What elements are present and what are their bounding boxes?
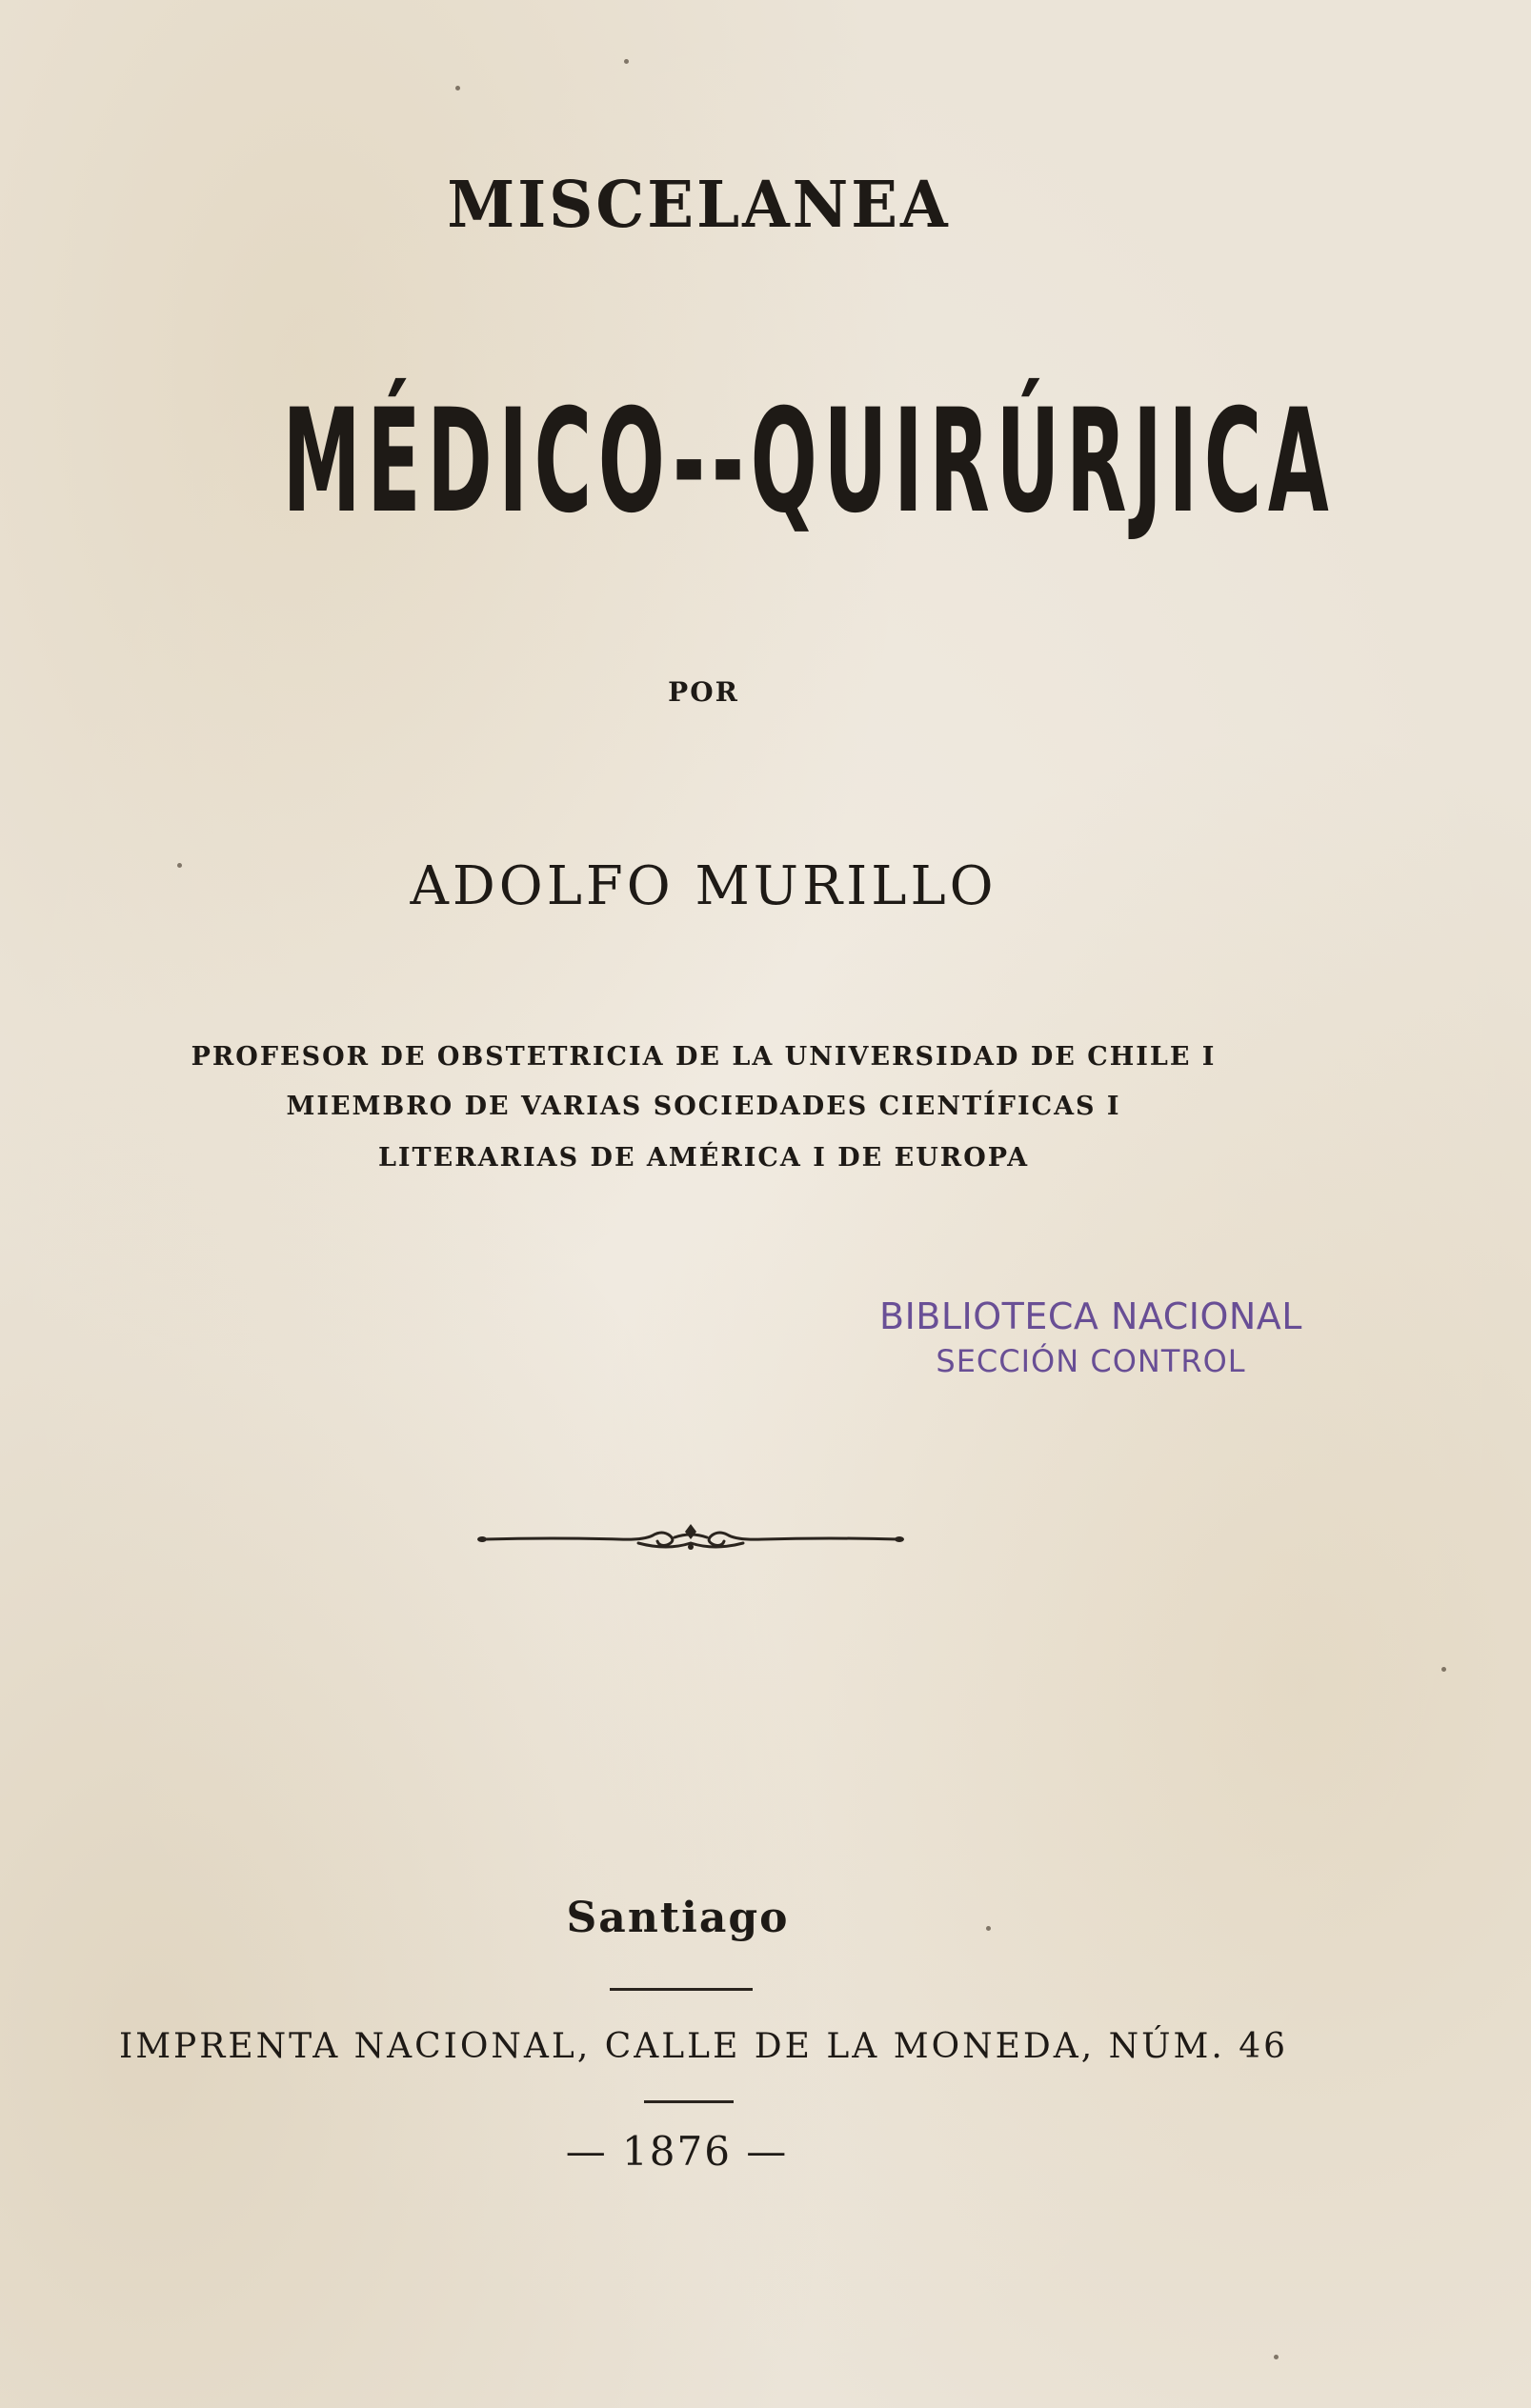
byline-por: POR [668,676,739,708]
paper-speck [1441,1667,1446,1672]
stamp-line-2: SECCIÓN CONTROL [936,1343,1246,1379]
library-stamp [862,1295,1319,1379]
paper-speck [455,86,460,90]
imprint-printer: IMPRENTA NACIONAL, CALLE DE LA MONEDA, NÚM. 46 [118,2027,1289,2066]
paper-speck [624,59,629,64]
paper-speck [986,1926,991,1931]
author-affiliation-line-3: LITERARIAS DE AMÉRICA I DE EUROPA [377,1143,1030,1173]
author-name: ADOLFO MURILLO [410,855,997,917]
paper-speck [1274,2355,1279,2359]
paper-speck [177,863,182,868]
title-line-1: MISCELANEA [447,168,951,243]
author-affiliation-line-1: PROFESOR DE OBSTETRICIA DE LA UNIVERSIDAD DE CHILE I [191,1042,1217,1072]
imprint-place: Santiago [566,1894,790,1942]
ornament-divider-icon [476,1518,905,1560]
rule-divider-upper [610,1988,753,1991]
author-affiliation-line-2: MIEMBRO DE VARIAS SOCIEDADES CIENTÍFICAS I [286,1092,1121,1121]
stamp-line-1: BIBLIOTECA NACIONAL [879,1295,1302,1337]
imprint-year: — 1876 — [565,2128,789,2175]
title-line-2: MÉDICO--QUIRÚRJICA [282,379,1336,545]
rule-divider-lower [644,2100,734,2103]
